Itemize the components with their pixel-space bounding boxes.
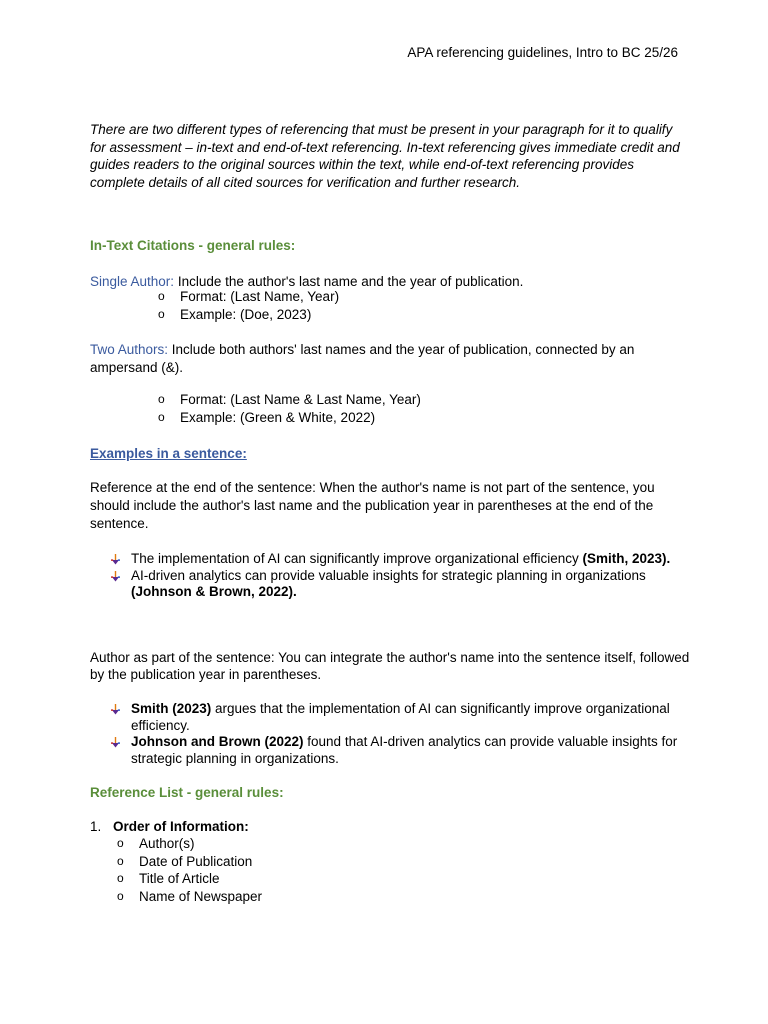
order-of-information-list [117,835,262,905]
page-header: APA referencing guidelines, Intro to BC 25/26 [407,45,678,60]
list-item: o Date of Publication [117,853,253,869]
single-author-label: Single Author: [90,274,175,289]
author-part-list [110,701,690,767]
list-item: o Format: (Last Name, Year) [158,289,340,304]
two-authors-text: Include both authors' last names and the year of publication, connected by an ampersand (&). [90,342,635,375]
bullet-o: o [158,306,165,321]
list-item: Smith (2023) argues that the implementation of AI can significantly improve organizational efficiency. [110,701,690,734]
bullet-o: o [158,392,165,406]
arrow-bullet-icon [110,737,121,748]
list-item: o Format: (Last Name & Last Name, Year) [158,392,421,407]
end-of-sentence-list [110,551,690,601]
list-item: AI-driven analytics can provide valuable insights for strategic planning in organizations (Johnson & Brown, 2022). [110,568,690,601]
bullet-o: o [158,409,165,424]
bullet-o: o [158,289,165,303]
two-authors-label: Two Authors: [90,342,169,357]
bullet-o: o [117,853,124,868]
reference-list-heading: Reference List - general rules: [90,785,284,800]
order-of-information-heading: 1. Order of Information: [90,819,249,834]
end-of-sentence-paragraph: Reference at the end of the sentence: When the author's name is not part of the sentence, you should include the author's last name and the publication year in parentheses at the end of the sentence. [90,480,655,531]
list-item: Johnson and Brown (2022) found that AI-driven analytics can provide valuable insights for strategic planning in organizations. [110,734,690,767]
list-number: 1. [90,819,102,834]
arrow-bullet-icon [110,571,121,582]
single-author-text: Include the author's last name and the year of publication. [174,274,524,289]
list-item: o Example: (Doe, 2023) [158,306,312,322]
author-part-paragraph: Author as part of the sentence: You can integrate the author's name into the sentence itself, followed by the publication year in parentheses. [90,650,690,682]
bullet-o: o [117,888,124,903]
two-authors-paragraph [90,341,690,376]
in-text-heading: In-Text Citations - general rules: [90,238,296,253]
intro-paragraph: There are two different types of referencing that must be present in your paragraph for it to qualify for assessment – in-text and end-of-text referencing. In-text referencing gives immediate credit and guides readers to the original sources within the text, while end-of-text referencing provides complete details of all cited sources for verification and further research. [90,122,680,190]
arrow-bullet-icon [110,704,121,715]
list-item: o Name of Newspaper [117,888,263,904]
bullet-o: o [117,836,124,850]
single-author-list [158,288,339,323]
list-item: The implementation of AI can significantly improve organizational efficiency (Smith, 2023). [110,551,690,568]
bullet-o: o [117,871,124,885]
list-item: o Example: (Green & White, 2022) [158,409,376,425]
examples-heading: Examples in a sentence: [90,446,247,461]
list-item: o Title of Article [117,871,220,886]
list-item: o Author(s) [117,836,195,851]
two-authors-list [158,391,421,426]
arrow-bullet-icon [110,554,121,565]
